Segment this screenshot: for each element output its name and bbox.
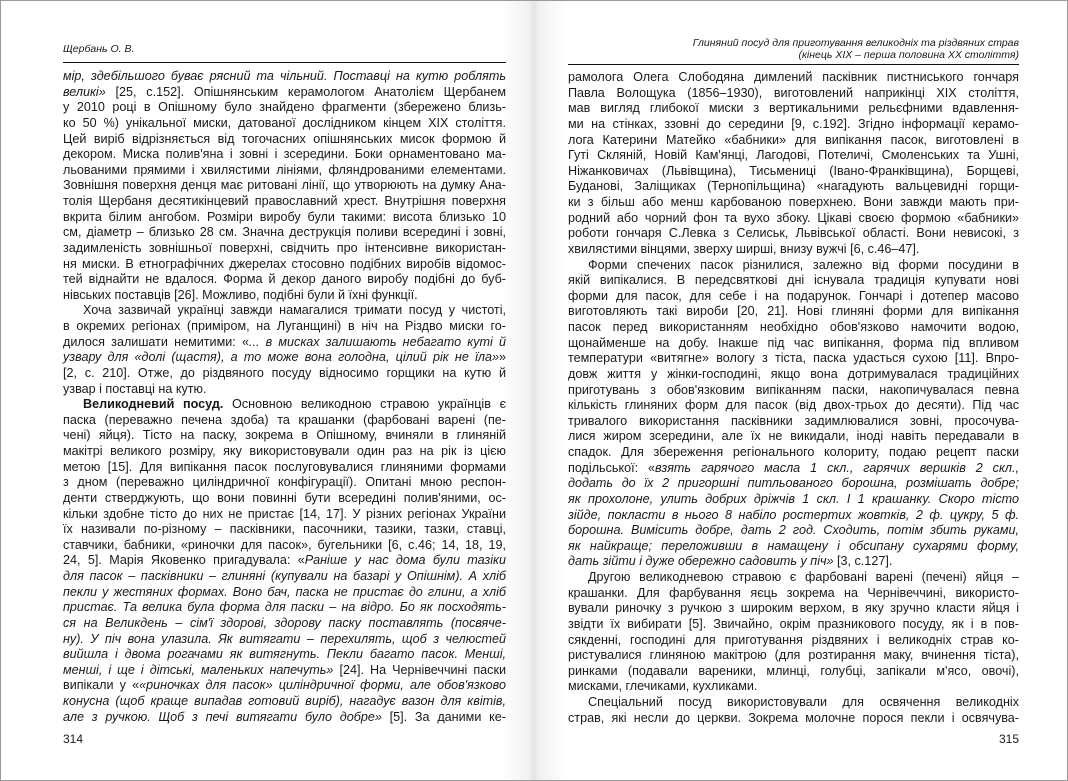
page-number: 315 <box>998 732 1019 746</box>
italic-quote-run: Раніше у нас дома були тазіки <box>304 553 506 568</box>
text-line <box>568 492 1019 508</box>
text-line <box>63 335 506 351</box>
text-run: якій випікалися. В передсвяткові дні існувала традиція купувати нові <box>568 273 1019 288</box>
text-run: Хоча зазвичай українці завжди намагалися тримати посуд у чистоті, <box>83 303 506 318</box>
text-run: ристувалися глиняною макітрою (для розтирання маку, вчинення тіста), <box>568 648 1019 663</box>
text-line <box>568 679 1019 695</box>
text-line <box>63 616 506 632</box>
text-line <box>63 163 506 179</box>
text-line <box>568 70 1019 86</box>
text-line <box>568 179 1019 195</box>
text-line <box>63 522 506 538</box>
italic-quote-run: пристає. Та велика була форма для паски – на відро. Бо як посходять- <box>63 600 506 615</box>
text-run: кільки здобне тісто до них не пристає [14, 17]. У різних регіонах України <box>63 506 506 521</box>
text-line <box>568 445 1019 461</box>
text-line <box>568 461 1019 477</box>
text-line <box>568 211 1019 227</box>
text-run: лися жиром зсередини, але їх не викидали, іноді навіть передавали в <box>568 429 1019 444</box>
text-run: дилося залишати немитими: « <box>63 334 249 349</box>
text-line <box>63 194 506 210</box>
text-line <box>568 570 1019 586</box>
text-run: лога Катерини Матейко «бабники» для випікання пасок, виготовлені в <box>568 132 1019 147</box>
text-run: чені) яйця). Тісто на паску, зокрема в Опішному, вчиняли в глиняній <box>63 428 506 443</box>
text-line <box>568 695 1019 711</box>
text-line <box>568 258 1019 274</box>
text-line <box>568 523 1019 539</box>
text-run: задимленість зовнішньої поверхні, свідчить про інтенсивне використан- <box>63 240 506 255</box>
text-line <box>63 350 506 366</box>
text-line <box>568 367 1019 383</box>
text-run: мисками, глечиками, кухликами. <box>568 679 758 694</box>
text-line <box>63 444 506 460</box>
text-run: декором. Миска полив'яна і зовні і зсередини. Боки орнаментовано ма- <box>63 147 506 162</box>
text-run: вкрита білим ангобом. Розміри виробу були такими: висота близько 10 <box>63 209 506 224</box>
text-run: узвар і поставці на кутю. <box>63 381 207 396</box>
text-run: [24]. На Чернівеччині паски <box>333 662 506 677</box>
text-line <box>568 586 1019 602</box>
text-run: Цей виріб відрізняється від тогочасних опішнянських мисок формою й <box>63 131 506 146</box>
header-rule <box>63 62 506 63</box>
text-run: у 2010 році в Опішному було знайдено фрагменти (збережено близь- <box>63 100 506 115</box>
text-line <box>63 272 506 288</box>
text-run: Форми спечених пасок різнилися, залежно від форми посудини в <box>588 257 1019 272</box>
text-line <box>63 678 506 694</box>
text-line <box>568 383 1019 399</box>
text-run: кількість глиняних форм для пасок (від двох-трьох до десяти). Під час <box>568 398 1019 413</box>
text-line <box>568 398 1019 414</box>
text-run: [2, с. 210]. Отже, до різдвяного посуду відносимо горщики на кутю й <box>63 365 506 380</box>
text-run: Основною великодною стравою українців є <box>223 397 506 412</box>
text-line <box>63 319 506 335</box>
bold-heading-run: Великодневий посуд. <box>83 397 224 412</box>
italic-quote-run: менші, і ще і дітські, маленьких напечуть» <box>63 662 334 677</box>
text-line <box>568 336 1019 352</box>
text-line <box>568 117 1019 133</box>
text-run: пасок перед використанням необхідно обов'язково намочити водою, <box>568 320 1019 334</box>
text-run: макітрі великого розміру, яку використовували один раз на рік із цією <box>63 444 506 458</box>
italic-quote-run: узвару для «долі (щастя), а то може вона голодна, цілий рік не їла» <box>63 350 499 365</box>
text-line <box>568 101 1019 117</box>
page-number: 314 <box>63 732 84 746</box>
page-body-text <box>63 69 506 725</box>
text-run: з дном (переважно циліндричної конфігурації). Опитані мною респон- <box>63 475 506 490</box>
text-run: [3, с.127]. <box>833 554 893 569</box>
text-run: форми для пасок, для себе і на подарунок. Гончарі і дотепер масово <box>568 288 1019 303</box>
text-line <box>63 413 506 429</box>
italic-quote-run: конусна (щоб краще випадав готовий виріб), нагадує вазон для квітів, <box>63 694 506 708</box>
italic-quote-run: як найкраще; переложивши в намащену і обсипану сухарями форму, <box>568 538 1019 553</box>
text-line <box>63 241 506 257</box>
text-run: подільської: « <box>568 460 656 475</box>
text-line <box>568 351 1019 367</box>
italic-quote-run: вийшла і двома рогачами як витягнуть. Пекли багато пасок. Менші, <box>63 647 506 662</box>
text-line <box>63 288 506 304</box>
text-run: ня миски. В етнографічних джерелах стосовно подібних виробів відомос- <box>63 256 506 271</box>
text-run: ко 50 %) унікальної миски, датованої дослідником кінцем XIX століття. <box>63 115 506 130</box>
text-run: родний або чорний фон та вухо збоку. Цікаві своєю формою «бабники» <box>568 210 1019 225</box>
header-line: (кінець XIX – перша половина XX століття) <box>798 48 1019 61</box>
text-line <box>63 257 506 273</box>
text-line <box>568 664 1019 680</box>
text-line <box>63 491 506 507</box>
text-run: см, діаметр – близько 28 см. Значна деструкція поливи всередині і зовні, <box>63 225 506 240</box>
text-line <box>568 633 1019 649</box>
text-run: Спеціальний посуд використовували для освячення великодніх <box>588 695 1019 709</box>
text-line <box>568 164 1019 180</box>
text-line <box>568 242 1019 258</box>
italic-quote-run: для пасок – пасківники – глиняні (купували на базарі у Опішнім). А хліб <box>63 569 506 583</box>
text-line <box>63 569 506 585</box>
text-line <box>568 711 1019 727</box>
text-run: щонайменше на добу. Інакше під час випікання, форма під впливом <box>568 335 1019 350</box>
text-line <box>568 429 1019 445</box>
text-line <box>568 414 1019 430</box>
text-line <box>63 553 506 569</box>
text-line <box>568 320 1019 336</box>
italic-quote-run: ну). У піч вона улазила. Як витягати – перехилять, щоб з челюстей <box>63 631 506 646</box>
italic-quote-run: як прохолоне, улить добрих дріжчів 1 скл. І 1 крашанку. Скоро тісто <box>568 491 1019 506</box>
text-run: страв, які несли до церкви. Зокрема молочне порося пекли і освячува- <box>568 710 1019 725</box>
text-run: випікали у « <box>63 678 140 693</box>
text-run: спадок. Для збереження регіонального колориту, подаю рецепт паски <box>568 445 1019 459</box>
header-rule <box>568 64 1019 65</box>
text-line <box>568 554 1019 570</box>
italic-quote-run: борошна. Вимісить добре, дать 2 год. Сходить, потім збить руками, <box>568 523 1019 538</box>
text-run: хвилястими вінцями, зверху ширші, внизу вужчі [6, с.46–47]. <box>568 241 920 256</box>
text-line <box>568 508 1019 524</box>
text-line <box>63 600 506 616</box>
text-line <box>63 116 506 132</box>
text-run: приготувань з обов'язковим випіканням паски, накопичувалася певна <box>568 382 1019 397</box>
text-run: Буданові, Заліщиках (Тернопільщина) «нагадують вальцевидні горщи- <box>568 179 1019 194</box>
text-line <box>63 475 506 491</box>
text-line <box>63 147 506 163</box>
running-header-author <box>63 44 506 56</box>
text-run: [25, с.152]. Опішнянським керамологом Анатолієм Щербанем <box>105 84 506 99</box>
text-run: Павла Волощука (1856–1930), виготовлений наприкінці XIX століття, <box>568 85 1019 100</box>
text-line <box>63 647 506 663</box>
text-run: тей віднайти не вдалося. Форма й декор даного виробу подібні до буб- <box>63 272 506 287</box>
text-line <box>568 304 1019 320</box>
text-run: льованими прямими і хвилястими лініями, фляндрованими елементами. <box>63 162 506 177</box>
text-line <box>63 303 506 319</box>
text-line <box>63 663 506 679</box>
text-line <box>568 601 1019 617</box>
text-line <box>63 100 506 116</box>
page-body-text <box>568 70 1019 726</box>
text-line <box>63 460 506 476</box>
text-line <box>568 617 1019 633</box>
text-run: Зовнішня поверхня денця має ритовані лінії, що утворюють на думку Ана- <box>63 178 506 193</box>
text-line <box>63 507 506 523</box>
text-line <box>63 632 506 648</box>
text-run: в окремих регіонах (приміром, на Луганщині) в ніч на Різдво миски го- <box>63 319 506 333</box>
text-run: тривалого використання пасківники задимлювалися зовні, просочува- <box>568 413 1019 428</box>
text-line <box>568 476 1019 492</box>
italic-quote-run: ... в мисках залишають небагато куті й <box>248 334 506 349</box>
text-run: метою [15]. Для випікання пасок послуговувалися глиняними формами <box>63 459 506 474</box>
header-line: Глиняний посуд для приготування великодніх та різдвяних страв <box>692 37 1019 49</box>
text-run: звідти їх вибирати [5]. Звичайно, окрім празникового посуду, як і в пов- <box>568 616 1019 631</box>
text-line <box>63 710 506 726</box>
text-line <box>568 86 1019 102</box>
running-header-title <box>568 38 1019 61</box>
text-run: мав вигляд глибокої миски з вертикальними рельєфними вдавлення- <box>568 101 1019 116</box>
text-run: ринками (подавали вареники, млинці, голубці, запікали м'ясо, овочі), <box>568 663 1019 678</box>
text-run: виготовляють такі вироби [20, 21]. Нові глиняні форми для випікання <box>568 304 1019 319</box>
text-line <box>63 85 506 101</box>
text-run: нівських поставців [26]. Можливо, подібні були й їхні функції. <box>63 287 418 302</box>
italic-quote-run: зійде, покласти в нього 8 набіло ростертих жовтків, 2 ф. цукру, 5 ф. <box>568 507 1019 522</box>
italic-quote-run: але з ручкою. Щоб з печі витягати було добре» <box>63 709 382 724</box>
text-run: 24, 5]. Марія Яковенко пригадувала: « <box>63 553 305 568</box>
text-line <box>568 195 1019 211</box>
text-line <box>568 133 1019 149</box>
text-run: ки з більш або менш карбованою поверхнею. Вони завжди мають при- <box>568 195 1019 209</box>
italic-quote-run: додать до їх 2 пригоршні питльованого борошна, розмішать добре; <box>568 476 1019 491</box>
text-run: ставчики, бабники, «риночки для пасок», бугельники [6, с.46; 14, 18, 19, <box>63 537 506 552</box>
text-run: [5]. За даними ке- <box>381 709 506 724</box>
italic-quote-run: «риночках для пасок» циліндричної форми, але обов'язково <box>139 678 506 693</box>
text-run: їх називали по-різному – пасківники, пасочники, тазики, тазки, ставці, <box>63 522 506 537</box>
text-line <box>63 382 506 398</box>
text-line <box>63 538 506 554</box>
text-run: роботи гончаря С.Левка з Селиськ, Львівської області. Вони невисокі, з <box>568 226 1019 241</box>
text-line <box>63 69 506 85</box>
text-line <box>568 148 1019 164</box>
text-run: Гуті Скляній, Новій Кам'янці, Лагодові, Потеличі, Смоленських та Ушні, <box>568 148 1019 163</box>
text-run: вували риночку з ручкою з широким верхом, в яку зручно класти яйця і <box>568 601 1019 616</box>
text-run: » <box>498 350 506 365</box>
text-run: сякденні, господині для приготування різдвяних і великодніх страв ко- <box>568 632 1019 647</box>
text-line <box>568 226 1019 242</box>
italic-quote-run: ся на Великдень – сім'ї здорові, здорову паску поставлять (посвяче- <box>63 615 506 630</box>
text-line <box>568 648 1019 664</box>
text-run: денти стверджують, що вони повинні бути всередині полив'яними, ос- <box>63 490 506 505</box>
text-run: толія Щербаня десятикінцевий православний хрест. Внутрішня поверхня <box>63 194 506 208</box>
text-run: крашанки. Для фарбування яєць зокрема на Чернівеччині, використо- <box>568 585 1019 600</box>
header-line: Щербань О. В. <box>63 43 135 55</box>
text-line <box>63 178 506 194</box>
text-line <box>63 428 506 444</box>
text-line <box>63 210 506 226</box>
text-line <box>568 289 1019 305</box>
text-line <box>63 132 506 148</box>
text-line <box>568 539 1019 555</box>
text-run: рамолога Олега Слободяна димлений пасківник пистниського гончаря <box>568 70 1019 84</box>
text-run: температури «витягне» вологу з тіста, паска удасться сухою [11]. Впро- <box>568 351 1019 366</box>
italic-quote-run: взять гарячого масла 1 скл., гарячих вершків 2 скл., <box>655 460 1019 475</box>
text-line <box>63 694 506 710</box>
text-line <box>568 273 1019 289</box>
text-line <box>63 585 506 601</box>
text-line <box>63 366 506 382</box>
text-run: довж життя у жінки-господині, якщо вона дотримувалася традиційних <box>568 366 1019 381</box>
italic-quote-run: пекли у жестяних формах. Воно бач, паска не пристає до глини, а хліб <box>63 584 506 599</box>
text-line <box>63 397 506 413</box>
italic-quote-run: великі» <box>63 84 106 99</box>
text-run: паска (переважно печена здоба) та крашанки (фарбовані варені (пе- <box>63 412 506 427</box>
text-run: Ніжанковичах (Львівщина), Тисьмениці (Івано-Франківщина), Борщеві, <box>568 163 1019 178</box>
italic-quote-run: мір, здебільшого буває рясний та чільний. Поставці на кутю роблять <box>63 69 506 83</box>
text-run: ми на стінках, ззовні до середини [9, с.192]. Згідно інформації керамо- <box>568 116 1019 131</box>
text-line <box>63 225 506 241</box>
italic-quote-run: дать зійти і дуже обережно садовить у піч» <box>568 554 834 569</box>
text-run: Другою великодневою стравою є фарбовані варені (печені) яйця – <box>588 570 1019 584</box>
